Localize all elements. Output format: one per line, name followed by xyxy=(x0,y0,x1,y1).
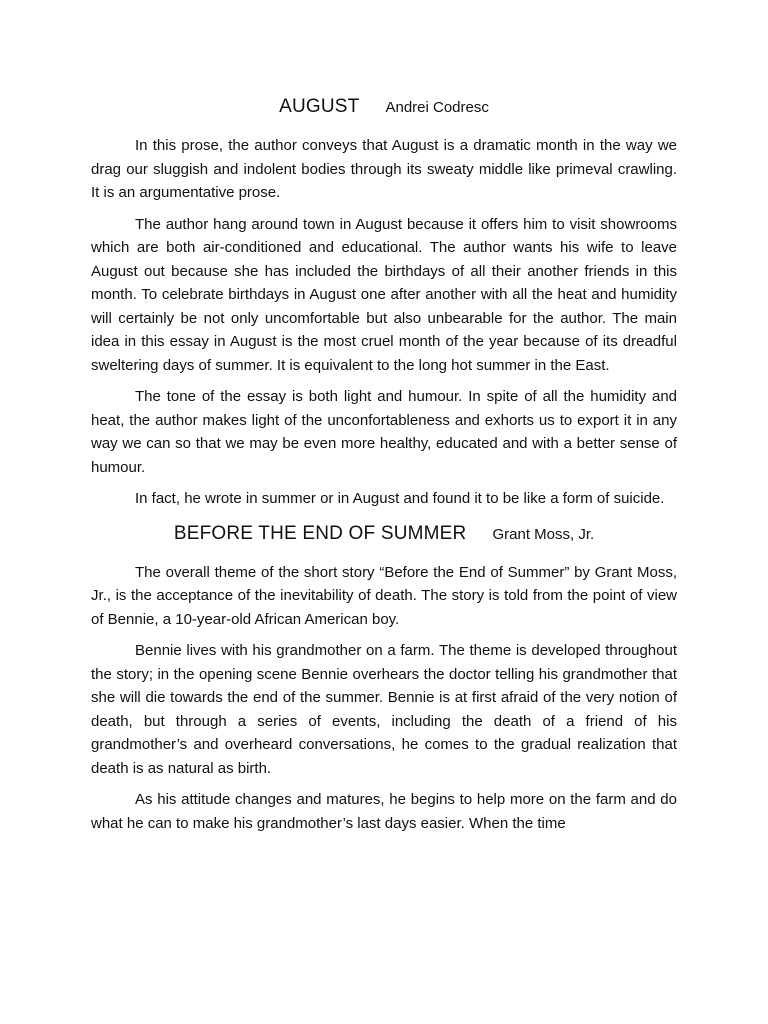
section-author: Andrei Codresc xyxy=(385,99,489,116)
paragraph: In this prose, the author conveys that August is a dramatic month in the way we drag our sluggish and indolent bodies through its sweaty middle like primeval crawling. It is an argumentative prose. xyxy=(91,137,677,201)
paragraph: Bennie lives with his grandmother on a farm. The theme is developed throughout the story; in the opening scene Bennie overhears the doctor telling his grandmother that she will die towards the end of the summer. Bennie is at first afraid of the very notion of death, but through a series of events, including the death of a friend of his grandmother’s and overheard conversations, he comes to the gradual realization that death is as natural as birth. xyxy=(91,642,677,777)
paragraph: The overall theme of the short story “Before the End of Summer” by Grant Moss, Jr., is the acceptance of the inevitability of death. The story is told from the point of view of Bennie, a 10-year-old African American boy. xyxy=(91,563,677,628)
paragraph: The tone of the essay is both light and humour. In spite of all the humidity and heat, the author makes light of the unconfortableness and exhorts us to export it in any way we can so that we may be even more healthy, educated and with a better sense of humour. xyxy=(91,388,677,476)
paragraph: In fact, he wrote in summer or in August and found it to be like a form of suicide. xyxy=(135,490,665,507)
section-heading-before-the-end-of-summer xyxy=(91,519,677,549)
section-heading-august xyxy=(91,92,677,122)
paragraph: The author hang around town in August because it offers him to visit showrooms which are both air-conditioned and educational. The author wants his wife to leave August out because she has included the birthdays of all their another friends in this month. To celebrate birthdays in August one after another with all the heat and humidity will certainly be not only uncomfortable but also unbearable for the author. The main idea in this essay in August is the most cruel month of the year because of its dreadful sweltering days of summer. It is equivalent to the long hot summer in the East. xyxy=(91,215,677,374)
section-title: BEFORE THE END OF SUMMER xyxy=(173,522,467,544)
section-title: AUGUST xyxy=(279,96,360,117)
paragraph: As his attitude changes and matures, he begins to help more on the farm and do what he can to make his grandmother’s last days easier. When the time xyxy=(91,791,677,832)
section-author: Grant Moss, Jr. xyxy=(492,525,595,543)
